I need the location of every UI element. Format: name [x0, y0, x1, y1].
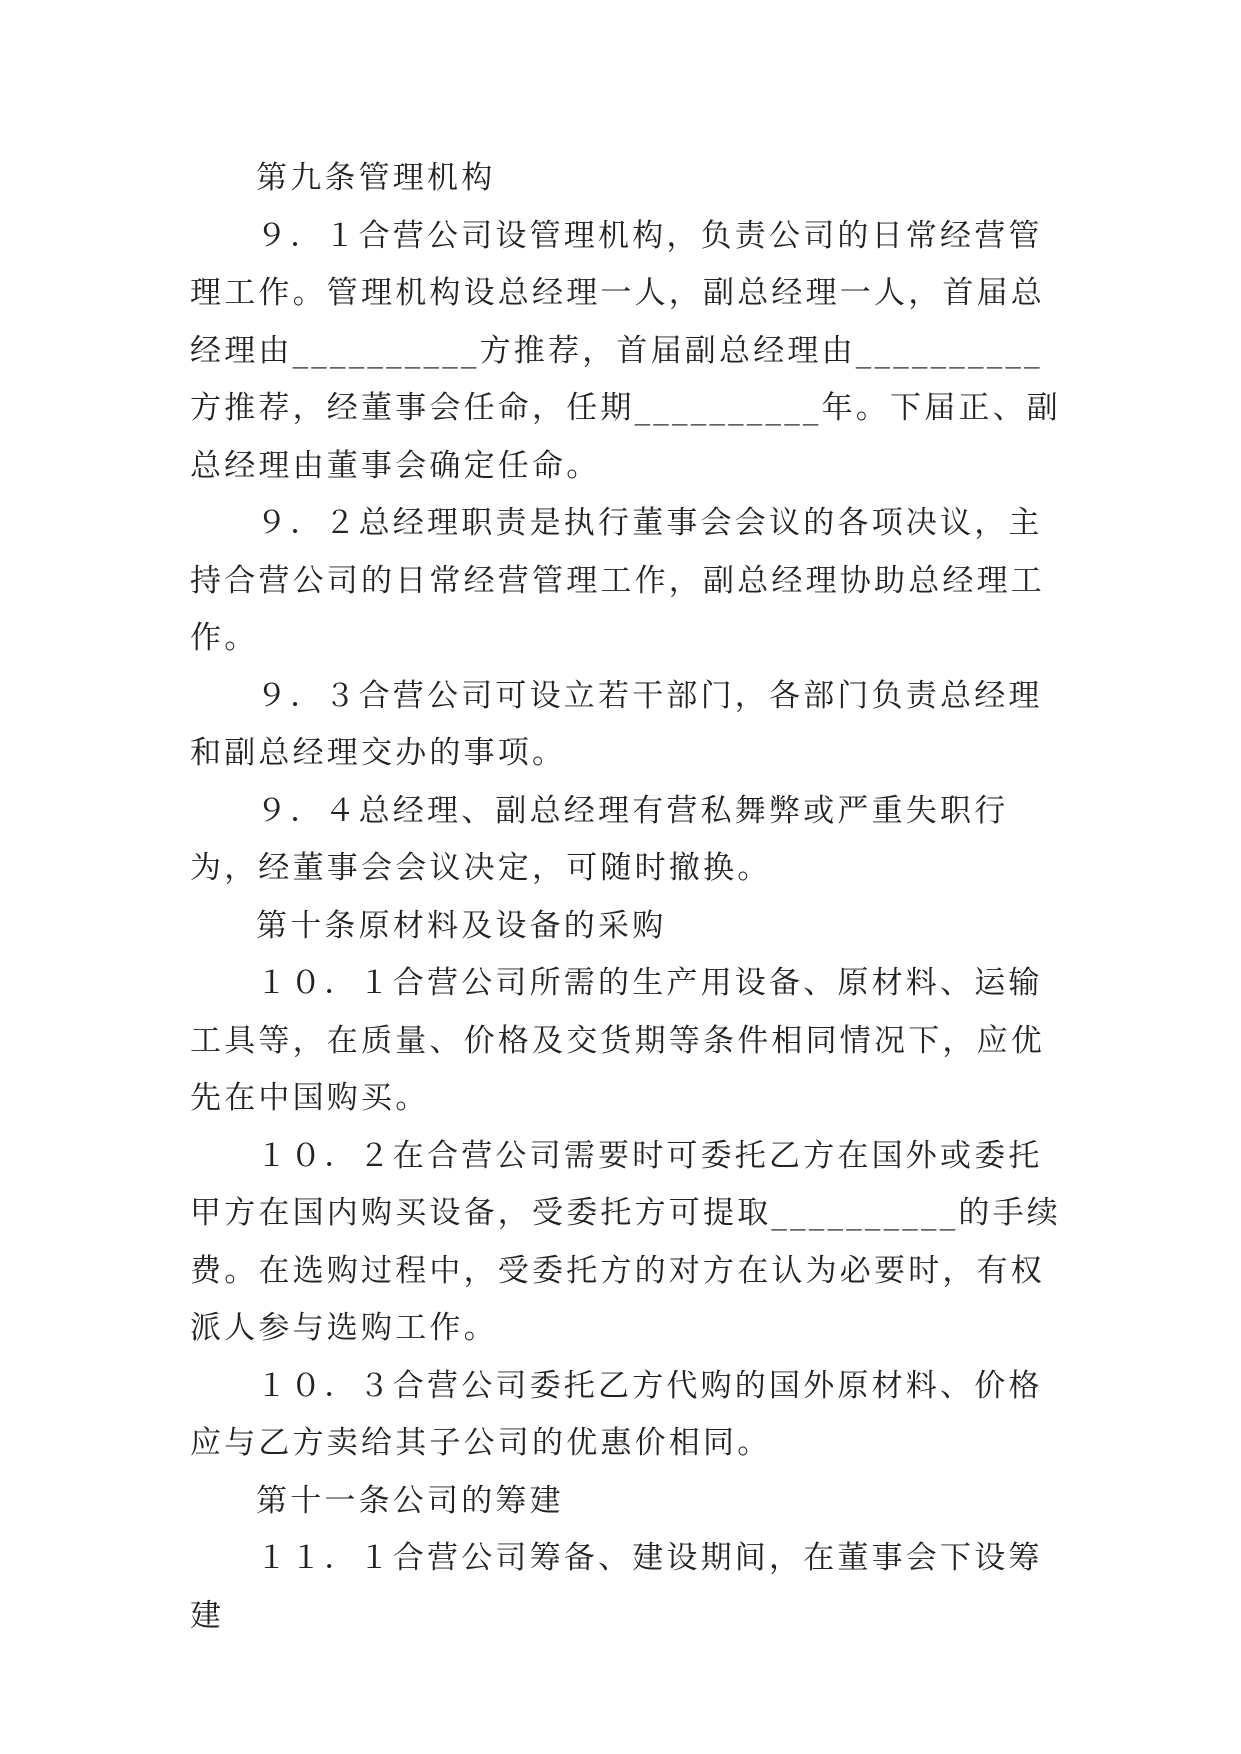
clause-9-1: ９．１合营公司设管理机构，负责公司的日常经营管理工作。管理机构设总经理一人，副总经理一人，首届总经理由__________方推荐，首届副总经理由__________方推荐，经董事会任命，任期__________年。下届正、副总经理由董事会确定任命。	[190, 217, 1061, 484]
article-10-heading: 第十条原材料及设备的采购	[256, 907, 667, 944]
clause-10-1: １０．１合营公司所需的生产用设备、原材料、运输工具等，在质量、价格及交货期等条件相同情况下，应优先在中国购买。	[190, 965, 1045, 1116]
article-11-heading: 第十一条公司的筹建	[256, 1482, 564, 1519]
clause-10-2: １０．２在合营公司需要时可委托乙方在国外或委托甲方在国内购买设备，受委托方可提取__________的手续费。在选购过程中，受委托方的对方在认为必要时，有权派人参与选购工作。	[190, 1137, 1061, 1346]
clause-9-3: ９．３合营公司可设立若干部门，各部门负责总经理和副总经理交办的事项。	[190, 677, 1043, 771]
article-9-heading: 第九条管理机构	[256, 160, 496, 196]
clause-9-2: ９．２总经理职责是执行董事会会议的各项决议，主持合营公司的日常经营管理工作，副总经理协助总经理工作。	[190, 505, 1045, 656]
clause-9-4: ９．４总经理、副总经理有营私舞弊或严重失职行为，经董事会会议决定，可随时撤换。	[190, 792, 1009, 886]
document-body	[190, 150, 1070, 1645]
clause-10-3: １０．３合营公司委托乙方代购的国外原材料、价格应与乙方卖给其子公司的优惠价相同。	[190, 1367, 1043, 1461]
clause-11-1: １１．１合营公司筹备、建设期间，在董事会下设筹建	[190, 1540, 1043, 1634]
